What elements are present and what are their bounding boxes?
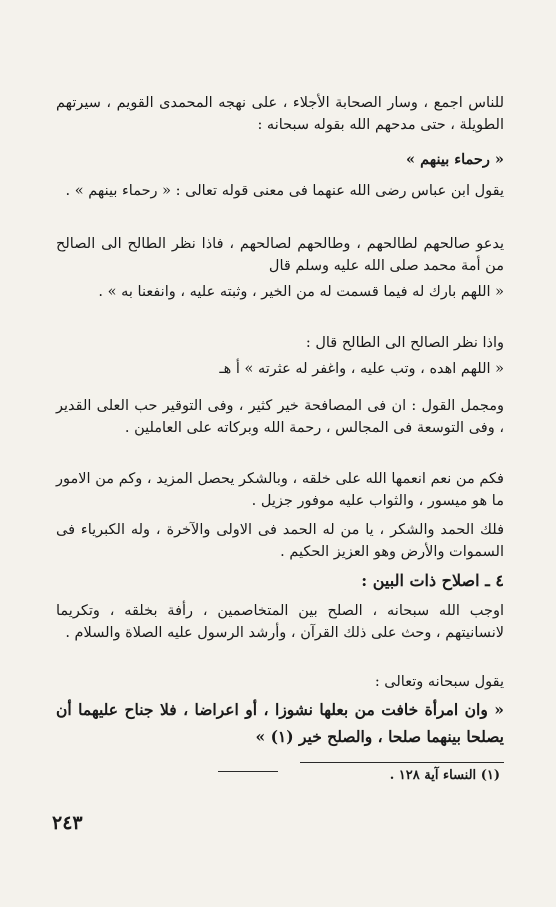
quote-ruhama: « رحماء بينهم » bbox=[406, 151, 504, 168]
paragraph-salih-talih: يدعو صالحهم لطالحهم ، وطالحهم لصالحهم ، فاذا نظر الطالح الى الصالح من أمة محمد صلى الله عليه وسلم قال bbox=[56, 236, 504, 274]
quran-verse: « وان امرأة خافت من بعلها نشوزا ، أو اعراضا ، فلا جناح عليهما أن يصلحا بينهما صلحا ، والصلح خير (١) » bbox=[56, 700, 504, 746]
center-divider bbox=[218, 771, 278, 772]
paragraph-hamd: فلك الحمد والشكر ، يا من له الحمد فى الاولى والآخرة ، وله الكبرياء فى السموات والأرض وهو العزيز الحكيم . bbox=[56, 522, 504, 560]
page-number: ٢٤٣ bbox=[52, 812, 83, 834]
paragraph-ibn-abbas: يقول ابن عباس رضى الله عنهما فى معنى قوله تعالى : « رحماء بينهم » . bbox=[65, 183, 504, 199]
footnote-rule bbox=[300, 762, 504, 763]
paragraph-intro: للناس اجمع ، وسار الصحابة الأجلاء ، على نهجه المحمدى القويم ، سيرتهم الطويلة ، حتى مدحهم الله بقوله سبحانه : bbox=[56, 95, 504, 133]
paragraph-shukr: فكم من نعم انعمها الله على خلقه ، وبالشكر يحصل المزيد ، وكم من الامور ما هو ميسور ، والثواب عليه موفور جزيل . bbox=[56, 471, 504, 509]
paragraph-islah: اوجب الله سبحانه ، الصلح بين المتخاصمين ، رأفة بخلقه ، وتكريما لانسانيتهم ، وحث على ذلك القرآن ، وأرشد الرسول عليه الصلاة والسلام . bbox=[56, 603, 504, 641]
paragraph-summary: ومجمل القول : ان فى المصافحة خير كثير ، وفى التوقير حب العلى القدير ، وفى التوسعة فى المجالس ، رحمة الله وبركاته على العاملين . bbox=[56, 398, 504, 436]
quote-dua-barik: « اللهم بارك له فيما قسمت له من الخير ، وثبته عليه ، وانفعنا به » . bbox=[98, 284, 504, 300]
paragraph-verse-intro: يقول سبحانه وتعالى : bbox=[374, 674, 504, 690]
section-heading: ٤ ـ اصلاح ذات البين : bbox=[361, 571, 504, 590]
footnote: (١) النساء آية ١٢٨ . bbox=[389, 768, 500, 783]
quote-dua-ihdihi: « اللهم اهده ، وتب عليه ، واغفر له عثرته » أ هـ bbox=[219, 361, 504, 377]
paragraph-salih-to-talih: واذا نظر الصالح الى الطالح قال : bbox=[305, 335, 504, 351]
